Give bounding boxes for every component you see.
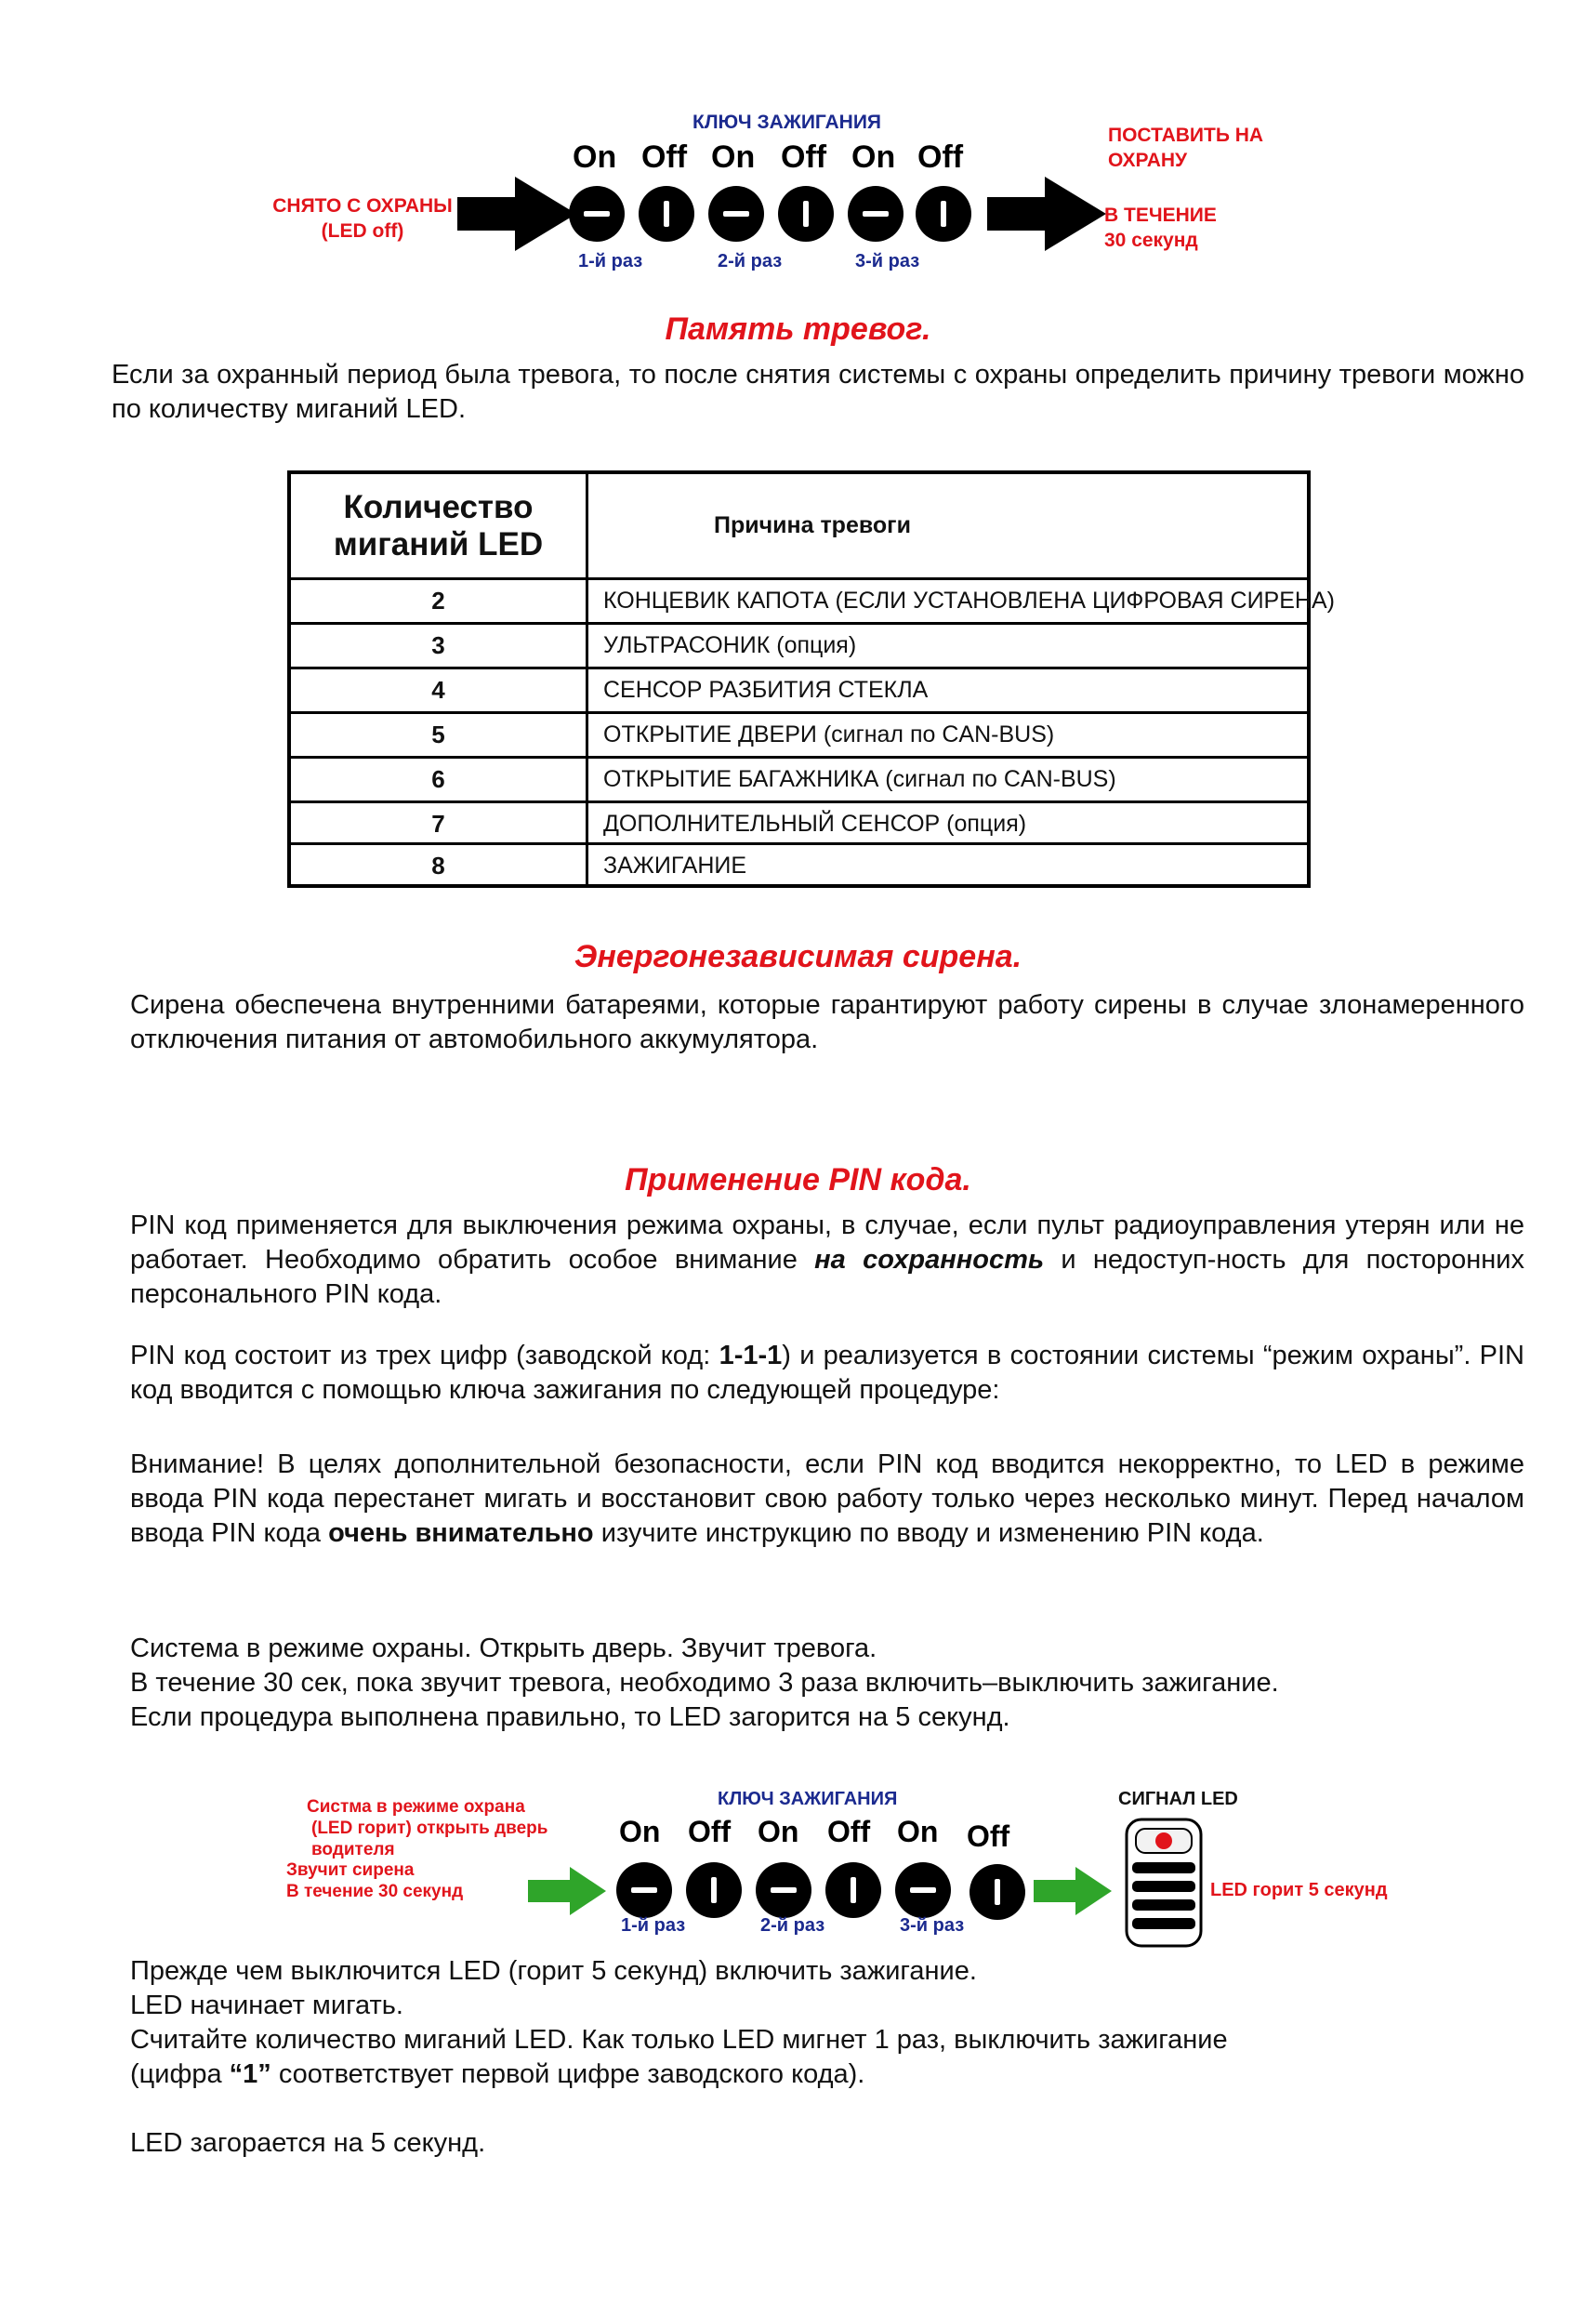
siren-sound-label: Звучит сирена В течение 30 секунд [286,1860,464,1901]
blink-count: 6 [431,765,445,793]
table-row [291,577,1335,622]
state-off: Off [688,1815,732,1848]
state-on: On [758,1815,799,1848]
table-row [291,756,1307,800]
alarm-cause: ОТКРЫТИЕ БАГАЖНИКА (сигнал по CAN-BUS) [603,766,1116,792]
table-header-cause: Причина тревоги [714,512,911,538]
led-on-label: LED горит 5 секунд [1210,1880,1388,1900]
time-label: 2-й раз [760,1915,825,1936]
alarm-cause: ОТКРЫТИЕ ДВЕРИ (сигнал по CAN-BUS) [603,721,1055,747]
ignition-key-title: КЛЮЧ ЗАЖИГАНИЯ [692,112,882,133]
arrow-right-icon [1034,1867,1113,1915]
state-off: Off [967,1819,1010,1853]
blink-count: 3 [431,631,445,659]
ignition-off-icon [686,1862,742,1918]
pin-final-instructions: Прежде чем выключится LED (горит 5 секунд) включить зажигание. LED начинает мигать. Считайте количество миганий LED. Как только LED мигнет 1 раз, выключить зажигание (цифра “1” соответствует первой цифре заводского кода). LED загорается на 5 секунд. [130,1956,1228,2158]
alarm-cause: СЕНСОР РАЗБИТИЯ СТЕКЛА [603,677,929,703]
pin-warning-paragraph: Внимание! В целях дополнительной безопасности, если PIN код вводится некорректно, то LED в режиме ввода PIN кода перестанет мигать и восстановит свою работу только через несколько минут. Перед началом ввода PIN кода очень внимательно изучите инструкцию по вводу и изменению PIN кода. [130,1449,1524,1548]
time-label: 3-й раз [855,251,920,271]
state-off: Off [781,139,827,175]
alarm-memory-text: Если за охранный период была тревога, то после снятия системы с охраны определить причину тревоги можно по количеству миганий LED. [112,360,1524,424]
state-on: On [573,139,617,175]
disarmed-label: СНЯТО С ОХРАНЫ (LED off) [272,195,453,242]
alarm-cause: ЗАЖИГАНИЕ [603,853,747,879]
state-on: On [619,1815,661,1848]
ignition-on-icon [569,186,625,242]
state-off: Off [917,139,964,175]
arrow-right-icon [457,177,578,251]
ignition-off-icon [778,186,834,242]
alarm-memory-title: Память тревог. [665,311,931,347]
ignition-on-icon [756,1862,811,1918]
led-indicator-icon [1123,1818,1205,1948]
ignition-off-icon [969,1864,1025,1920]
pin-procedure-text: Система в режиме охраны. Открыть дверь. Звучит тревога. В течение 30 сек, пока звучит тревога, необходимо 3 раза включить–выключить зажигание. Если процедура выполнена правильно, то LED загорится на 5 секунд. [130,1634,1279,1732]
ignition-on-icon [616,1862,672,1918]
ignition-on-icon [848,186,904,242]
alarm-cause-table [287,470,1335,888]
led-signal-title: СИГНАЛ LED [1118,1789,1238,1809]
state-off: Off [641,139,688,175]
table-row [291,800,1307,845]
blink-count: 4 [431,676,445,704]
pin-paragraph-2: PIN код состоит из трех цифр (заводской код: 1-1-1) и реализуется в состоянии системы “режим охраны”. PIN код вводится с помощью ключа зажигания по следующей процедуре: [130,1341,1524,1405]
state-on: On [851,139,896,175]
pin-title: Применение PIN кода. [625,1162,971,1197]
pin-paragraph-1: PIN код применяется для выключения режима охраны, в случае, если пульт радиоуправления утерян или не работает. Необходимо обратить особое внимание на сохранность и недоступ-ность для посторонних персонального PIN кода. [130,1210,1524,1309]
time-label: 1-й раз [578,251,643,271]
state-on: On [711,139,756,175]
siren-title: Энергонезависимая сирена. [574,939,1022,974]
arm-time-label: В ТЕЧЕНИЕ 30 секунд [1104,205,1217,251]
blink-count: 7 [431,810,445,838]
siren-text: Сирена обеспечена внутренними батареями, которые гарантируют работу сирены в случае злонамеренного отключения питания от автомобильного аккумулятора. [130,990,1524,1054]
blink-count: 8 [431,852,445,880]
ignition-on-icon [895,1862,951,1918]
alarm-cause: КОНЦЕВИК КАПОТА (ЕСЛИ УСТАНОВЛЕНА ЦИФРОВАЯ СИРЕНА) [603,588,1335,614]
blink-count: 5 [431,721,445,748]
table-header-count: Количество миганий LED [333,488,544,562]
table-row [291,667,1307,711]
blink-count: 2 [431,587,445,615]
arrow-right-icon [528,1867,607,1915]
ignition-on-icon [708,186,764,242]
time-label: 2-й раз [718,251,783,271]
alarm-cause: УЛЬТРАСОНИК (опция) [603,632,857,658]
state-off: Off [827,1815,871,1848]
arrow-right-icon [987,177,1108,251]
ignition-off-icon [639,186,694,242]
arm-label: ПОСТАВИТЬ НА ОХРАНУ [1108,125,1264,171]
ignition-off-icon [825,1862,881,1918]
table-row [291,622,1307,667]
ignition-off-icon [916,186,971,242]
time-label: 3-й раз [900,1915,965,1936]
ignition-key-title: КЛЮЧ ЗАЖИГАНИЯ [718,1789,898,1809]
alarm-cause: ДОПОЛНИТЕЛЬНЫЙ СЕНСОР (опция) [603,811,1027,837]
time-label: 1-й раз [621,1915,686,1936]
pin-start-label: Систма в режиме охрана (LED горит) открыть дверь водителя [307,1797,548,1859]
state-on: On [897,1815,939,1848]
table-row [291,842,1307,887]
table-row [291,711,1307,756]
